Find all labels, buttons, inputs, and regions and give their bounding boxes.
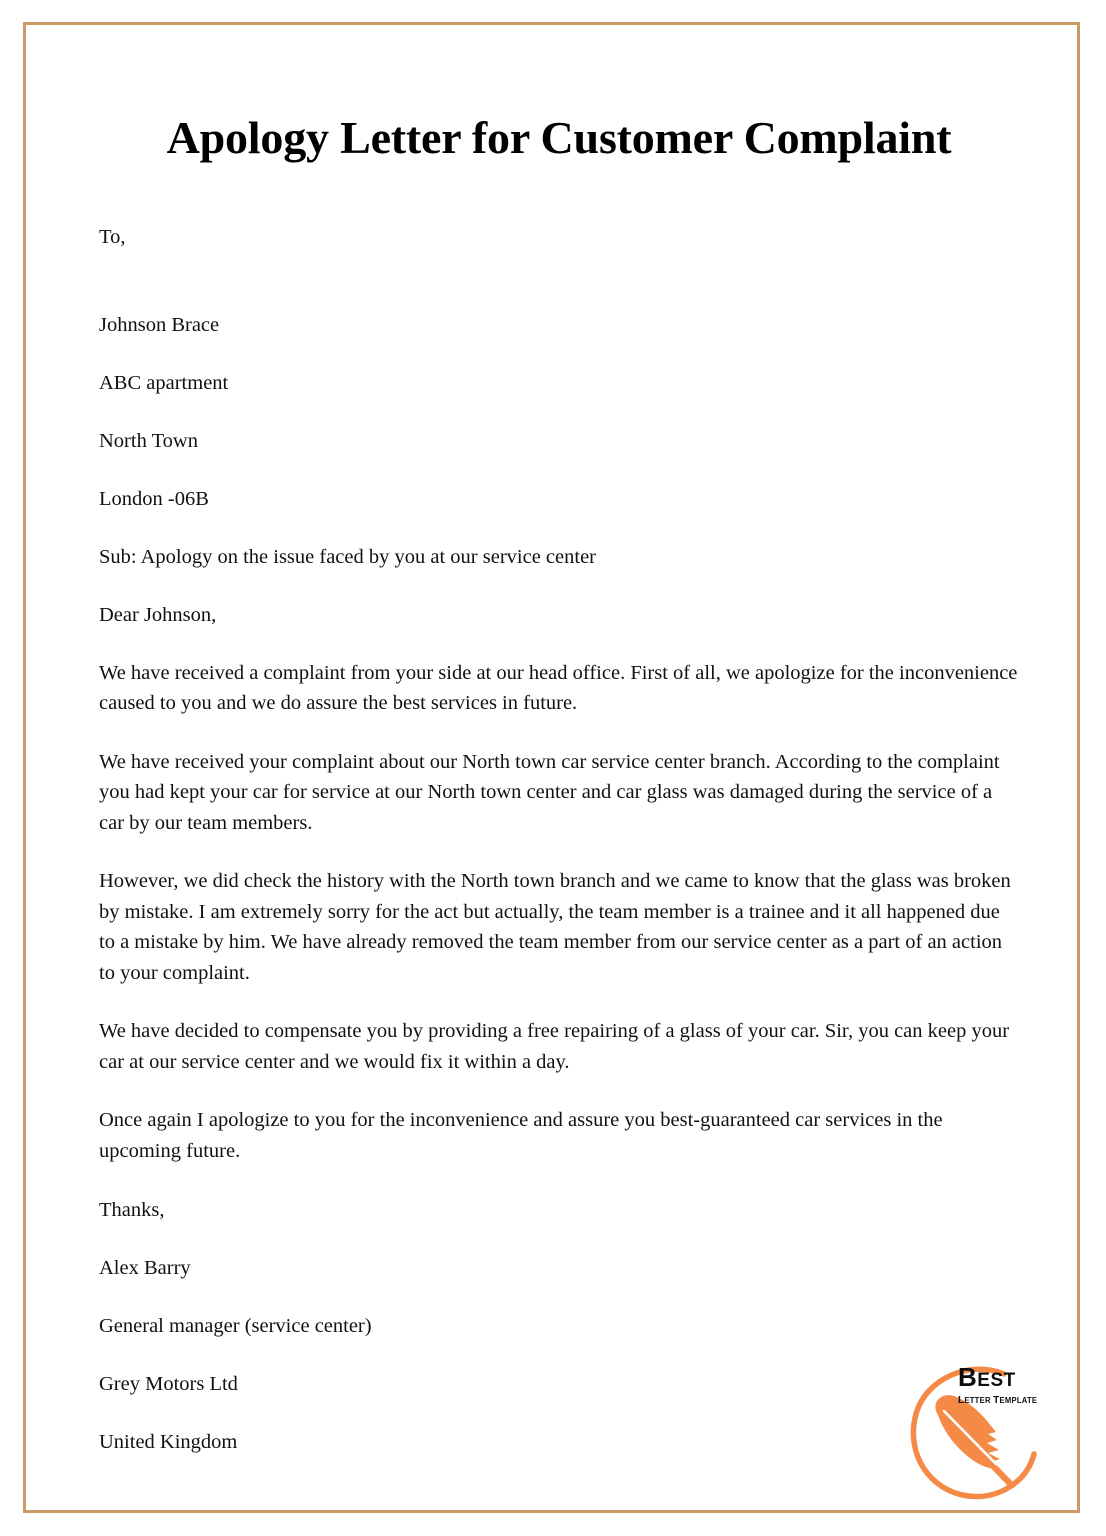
address-line: London -06B: [99, 487, 209, 510]
sender-country: United Kingdom: [99, 1431, 238, 1454]
salutation: Dear Johnson,: [99, 603, 217, 626]
letter-content: [99, 0, 1019, 1457]
signature-block: [99, 1195, 1019, 1457]
brand-logo: [900, 1358, 1060, 1503]
letter-body: [99, 658, 1019, 1167]
sender-company: Grey Motors Ltd: [99, 1373, 238, 1396]
logo-brand-rest: EST: [977, 1370, 1016, 1391]
subject-line: Sub: Apology on the issue faced by you at our service center: [99, 545, 596, 568]
recipient-address-block: [99, 310, 1019, 514]
logo-brand-name: [958, 1364, 1041, 1390]
logo-tagline-rest-2: EMPLATE: [999, 1396, 1038, 1405]
logo-tagline-initial-2: T: [993, 1394, 1000, 1406]
address-line: North Town: [99, 429, 198, 452]
logo-tagline-rest-1: ETTER: [964, 1396, 994, 1405]
body-paragraph: However, we did check the history with the North town branch and we came to know that the glass was broken by mistake. I am extremely sorry for the act but actually, the team member is a trainee and it all happened due to a mistake by him. We have already removed the team member from our service center as a part of an action to your complaint.: [99, 870, 1011, 984]
body-paragraph: We have received your complaint about our North town car service center branch. According to the complaint you had kept your car for service at our North town center and car glass was damaged during the service of a car by our team members.: [99, 750, 1000, 834]
body-paragraph: We have decided to compensate you by providing a free repairing of a glass of your car. Sir, you can keep your car at our service center and we would fix it within a day.: [99, 1020, 1010, 1073]
sender-name: Alex Barry: [99, 1257, 191, 1280]
logo-wordmark: [958, 1364, 1041, 1406]
address-line: ABC apartment: [99, 371, 229, 394]
body-paragraph: We have received a complaint from your side at our head office. First of all, we apologize for the inconvenience caused to you and we do assure the best services in future.: [99, 661, 1018, 715]
body-paragraph: Once again I apologize to you for the inconvenience and assure you best-guaranteed car services in the upcoming future.: [99, 1109, 943, 1162]
logo-brand-initial: B: [958, 1362, 978, 1392]
recipient-intro: To,: [99, 225, 126, 248]
address-line: Johnson Brace: [99, 313, 220, 336]
logo-tagline-initial-1: L: [958, 1394, 965, 1406]
logo-tagline: [958, 1395, 1037, 1406]
closing-salutation: Thanks,: [99, 1199, 165, 1222]
sender-role: General manager (service center): [99, 1315, 372, 1338]
page-title: Apology Letter for Customer Complaint: [166, 112, 952, 163]
